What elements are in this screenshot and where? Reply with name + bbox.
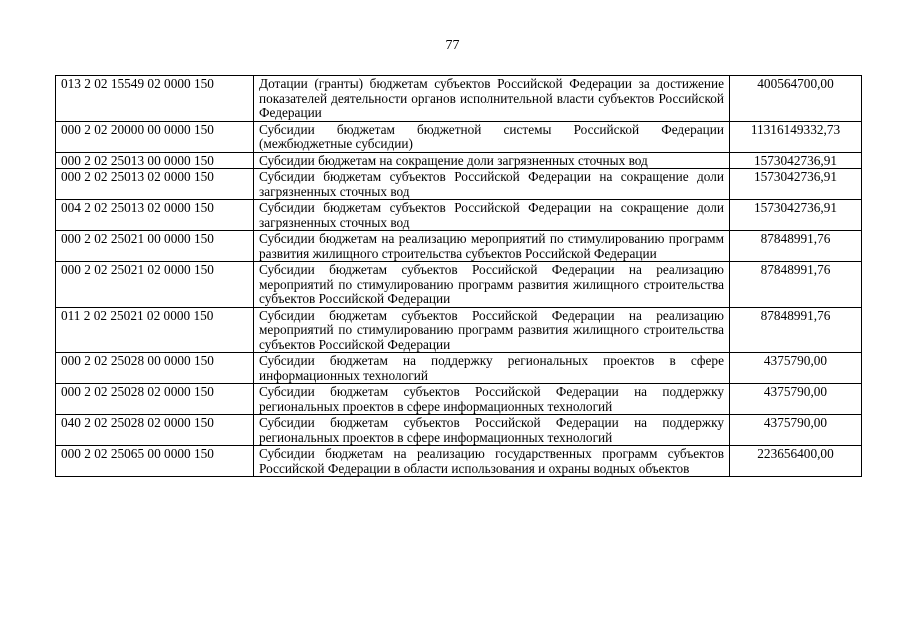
table-row: [56, 262, 862, 308]
amount: 400564700,00: [730, 76, 862, 122]
revenue-description: Субсидии бюджетам на сокращение доли загрязненных сточных вод: [254, 152, 730, 169]
budget-classification-code: 013 2 02 15549 02 0000 150: [56, 76, 254, 122]
budget-classification-code: 011 2 02 25021 02 0000 150: [56, 307, 254, 353]
table-row: [56, 446, 862, 477]
revenue-description: Дотации (гранты) бюджетам субъектов Российской Федерации за достижение показателей деятельности органов исполнительной власти субъектов Российской Федерации: [254, 76, 730, 122]
revenue-description: Субсидии бюджетам субъектов Российской Федерации на поддержку региональных проектов в сфере информационных технологий: [254, 415, 730, 446]
budget-classification-code: 004 2 02 25013 02 0000 150: [56, 200, 254, 231]
amount: 87848991,76: [730, 231, 862, 262]
amount: 1573042736,91: [730, 169, 862, 200]
table-row: [56, 76, 862, 122]
table-row: [56, 152, 862, 169]
revenue-description: Субсидии бюджетам субъектов Российской Федерации на сокращение доли загрязненных сточных вод: [254, 200, 730, 231]
budget-classification-code: 040 2 02 25028 02 0000 150: [56, 415, 254, 446]
table-row: [56, 200, 862, 231]
amount: 87848991,76: [730, 307, 862, 353]
revenue-description: Субсидии бюджетам на поддержку региональных проектов в сфере информационных технологий: [254, 353, 730, 384]
budget-classification-code: 000 2 02 25065 00 0000 150: [56, 446, 254, 477]
table-row: [56, 353, 862, 384]
budget-classification-code: 000 2 02 25021 02 0000 150: [56, 262, 254, 308]
page-number: 77: [445, 38, 460, 53]
amount: 4375790,00: [730, 353, 862, 384]
table-row: [56, 231, 862, 262]
amount: 223656400,00: [730, 446, 862, 477]
table-row: [56, 307, 862, 353]
revenue-description: Субсидии бюджетам на реализацию мероприятий по стимулированию программ развития жилищного строительства субъектов Российской Федерации: [254, 231, 730, 262]
amount: 4375790,00: [730, 384, 862, 415]
amount: 4375790,00: [730, 415, 862, 446]
revenue-description: Субсидии бюджетам субъектов Российской Федерации на реализацию мероприятий по стимулированию программ развития жилищного строительства субъектов Российской Федерации: [254, 262, 730, 308]
budget-classification-code: 000 2 02 20000 00 0000 150: [56, 121, 254, 152]
revenue-description: Субсидии бюджетам на реализацию государственных программ субъектов Российской Федерации в области использования и охраны водных объектов: [254, 446, 730, 477]
amount: 11316149332,73: [730, 121, 862, 152]
revenue-description: Субсидии бюджетам бюджетной системы Российской Федерации (межбюджетные субсидии): [254, 121, 730, 152]
budget-classification-code: 000 2 02 25013 00 0000 150: [56, 152, 254, 169]
table-row: [56, 169, 862, 200]
budget-classification-code: 000 2 02 25028 02 0000 150: [56, 384, 254, 415]
table-row: [56, 121, 862, 152]
amount: 1573042736,91: [730, 200, 862, 231]
table-row: [56, 384, 862, 415]
revenue-description: Субсидии бюджетам субъектов Российской Федерации на поддержку региональных проектов в сфере информационных технологий: [254, 384, 730, 415]
budget-classification-code: 000 2 02 25013 02 0000 150: [56, 169, 254, 200]
revenue-description: Субсидии бюджетам субъектов Российской Федерации на реализацию мероприятий по стимулированию программ развития жилищного строительства субъектов Российской Федерации: [254, 307, 730, 353]
budget-classification-code: 000 2 02 25028 00 0000 150: [56, 353, 254, 384]
revenue-description: Субсидии бюджетам субъектов Российской Федерации на сокращение доли загрязненных сточных вод: [254, 169, 730, 200]
table-row: [56, 415, 862, 446]
budget-revenue-table: [55, 75, 862, 477]
amount: 87848991,76: [730, 262, 862, 308]
budget-classification-code: 000 2 02 25021 00 0000 150: [56, 231, 254, 262]
amount: 1573042736,91: [730, 152, 862, 169]
